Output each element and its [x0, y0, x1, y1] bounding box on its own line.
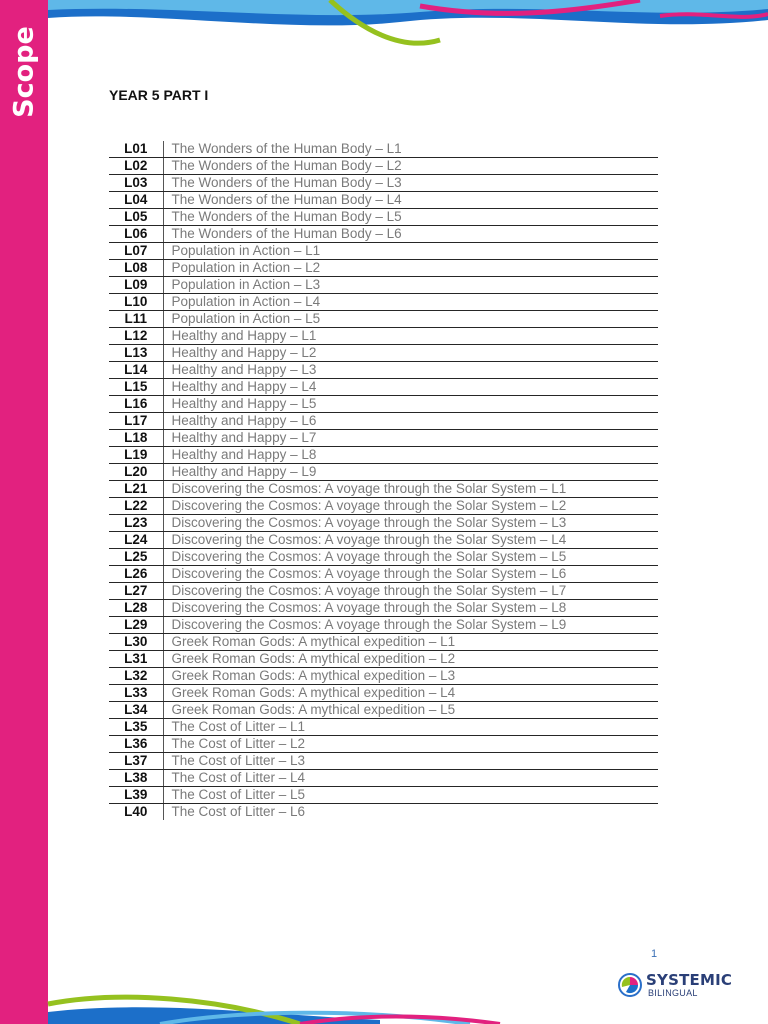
lesson-code: L22	[109, 498, 163, 515]
lesson-code: L07	[109, 243, 163, 260]
lesson-row	[109, 447, 658, 464]
lesson-code: L03	[109, 175, 163, 192]
lesson-row	[109, 736, 658, 753]
lesson-code: L39	[109, 787, 163, 804]
lesson-row	[109, 430, 658, 447]
lesson-code: L05	[109, 209, 163, 226]
lesson-row	[109, 634, 658, 651]
lesson-title: The Wonders of the Human Body – L3	[163, 175, 658, 192]
lesson-title: Greek Roman Gods: A mythical expedition – L5	[163, 702, 658, 719]
lesson-code: L31	[109, 651, 163, 668]
lesson-title: Healthy and Happy – L7	[163, 430, 658, 447]
lesson-row	[109, 396, 658, 413]
lesson-code: L21	[109, 481, 163, 498]
lesson-code: L25	[109, 549, 163, 566]
top-wave-decoration	[0, 0, 768, 60]
lesson-title: The Wonders of the Human Body – L5	[163, 209, 658, 226]
lesson-title: Discovering the Cosmos: A voyage through the Solar System – L1	[163, 481, 658, 498]
lesson-row	[109, 566, 658, 583]
lesson-row	[109, 328, 658, 345]
lesson-title: The Cost of Litter – L4	[163, 770, 658, 787]
page-number: 1	[651, 948, 658, 960]
lesson-row	[109, 532, 658, 549]
lesson-row	[109, 617, 658, 634]
lesson-title: Discovering the Cosmos: A voyage through the Solar System – L8	[163, 600, 658, 617]
lesson-row	[109, 464, 658, 481]
lesson-code: L24	[109, 532, 163, 549]
lesson-code: L19	[109, 447, 163, 464]
lesson-title: The Cost of Litter – L5	[163, 787, 658, 804]
lesson-code: L17	[109, 413, 163, 430]
lesson-row	[109, 804, 658, 821]
lesson-code: L33	[109, 685, 163, 702]
lesson-code: L32	[109, 668, 163, 685]
lesson-title: Greek Roman Gods: A mythical expedition – L1	[163, 634, 658, 651]
lesson-row	[109, 685, 658, 702]
lesson-row	[109, 311, 658, 328]
lesson-code: L09	[109, 277, 163, 294]
lesson-title: Discovering the Cosmos: A voyage through the Solar System – L6	[163, 566, 658, 583]
lesson-title: The Wonders of the Human Body – L2	[163, 158, 658, 175]
lesson-code: L28	[109, 600, 163, 617]
lesson-row	[109, 175, 658, 192]
lesson-row	[109, 277, 658, 294]
lesson-title: Healthy and Happy – L4	[163, 379, 658, 396]
lesson-row	[109, 719, 658, 736]
lesson-row	[109, 481, 658, 498]
lesson-row	[109, 702, 658, 719]
lesson-title: Population in Action – L3	[163, 277, 658, 294]
lesson-title: Population in Action – L2	[163, 260, 658, 277]
lesson-title: The Cost of Litter – L6	[171, 804, 306, 819]
lesson-title: Greek Roman Gods: A mythical expedition – L4	[163, 685, 658, 702]
lesson-code: L10	[109, 294, 163, 311]
lesson-code: L26	[109, 566, 163, 583]
lesson-row	[109, 362, 658, 379]
lesson-title: Discovering the Cosmos: A voyage through the Solar System – L7	[163, 583, 658, 600]
lesson-title: Greek Roman Gods: A mythical expedition – L3	[163, 668, 658, 685]
lesson-row	[109, 498, 658, 515]
lesson-title: Discovering the Cosmos: A voyage through the Solar System – L3	[163, 515, 658, 532]
lesson-title: The Wonders of the Human Body – L4	[163, 192, 658, 209]
lesson-row	[109, 226, 658, 243]
lesson-row	[109, 345, 658, 362]
lesson-code: L18	[109, 430, 163, 447]
lesson-title: Discovering the Cosmos: A voyage through the Solar System – L9	[163, 617, 658, 634]
logo-subtitle: BILINGUAL	[648, 988, 698, 998]
lesson-code: L14	[109, 362, 163, 379]
side-bar	[0, 0, 48, 1024]
lesson-code: L30	[109, 634, 163, 651]
lesson-code: L15	[109, 379, 163, 396]
lesson-row	[109, 753, 658, 770]
lesson-title: The Cost of Litter – L3	[163, 753, 658, 770]
lesson-title: Discovering the Cosmos: A voyage through the Solar System – L4	[163, 532, 658, 549]
lesson-row	[109, 141, 658, 158]
lesson-title: Population in Action – L5	[163, 311, 658, 328]
lesson-row	[109, 243, 658, 260]
page-heading: YEAR 5 PART I	[109, 87, 209, 103]
lesson-row	[109, 549, 658, 566]
lesson-title: Healthy and Happy – L3	[163, 362, 658, 379]
lesson-title: The Wonders of the Human Body – L6	[163, 226, 658, 243]
lesson-code: L34	[109, 702, 163, 719]
lesson-code: L38	[109, 770, 163, 787]
lesson-title: Healthy and Happy – L9	[163, 464, 658, 481]
lesson-row	[109, 583, 658, 600]
lesson-code: L27	[109, 583, 163, 600]
lesson-code: L01	[109, 141, 163, 158]
lesson-title: Healthy and Happy – L2	[163, 345, 658, 362]
lesson-code: L35	[109, 719, 163, 736]
lesson-code: L06	[109, 226, 163, 243]
lesson-title: The Cost of Litter – L2	[163, 736, 658, 753]
lesson-row	[109, 600, 658, 617]
lesson-code: L40	[109, 804, 163, 821]
lesson-row	[109, 787, 658, 804]
lesson-title: The Wonders of the Human Body – L1	[163, 141, 658, 158]
lesson-code: L08	[109, 260, 163, 277]
logo-name: SYSTEMIC	[646, 971, 733, 989]
lesson-code: L36	[109, 736, 163, 753]
lesson-title: Greek Roman Gods: A mythical expedition – L2	[163, 651, 658, 668]
lesson-title: Discovering the Cosmos: A voyage through the Solar System – L2	[163, 498, 658, 515]
lesson-title: Population in Action – L1	[163, 243, 658, 260]
lesson-row	[109, 668, 658, 685]
lesson-row	[109, 158, 658, 175]
lesson-row	[109, 379, 658, 396]
lesson-code: L37	[109, 753, 163, 770]
lesson-code: L02	[109, 158, 163, 175]
lesson-title: The Cost of Litter – L1	[163, 719, 658, 736]
lesson-title: Healthy and Happy – L8	[163, 447, 658, 464]
lesson-row	[109, 209, 658, 226]
lesson-row	[109, 413, 658, 430]
lesson-row	[109, 260, 658, 277]
side-title: Scope	[8, 26, 40, 118]
lesson-row	[109, 294, 658, 311]
lesson-row	[109, 651, 658, 668]
lesson-table	[109, 141, 658, 820]
lesson-code: L29	[109, 617, 163, 634]
lesson-code: L04	[109, 192, 163, 209]
bottom-wave-decoration	[0, 984, 768, 1024]
lesson-title: Healthy and Happy – L6	[163, 413, 658, 430]
lesson-code: L16	[109, 396, 163, 413]
lesson-row	[109, 770, 658, 787]
lesson-code: L20	[109, 464, 163, 481]
lesson-title: Discovering the Cosmos: A voyage through the Solar System – L5	[163, 549, 658, 566]
lesson-row	[109, 515, 658, 532]
lesson-code: L23	[109, 515, 163, 532]
lesson-code: L13	[109, 345, 163, 362]
lesson-row	[109, 192, 658, 209]
lesson-title: Healthy and Happy – L1	[163, 328, 658, 345]
lesson-code: L11	[109, 311, 163, 328]
lesson-title: Healthy and Happy – L5	[163, 396, 658, 413]
lesson-code: L12	[109, 328, 163, 345]
lesson-title: Population in Action – L4	[163, 294, 658, 311]
